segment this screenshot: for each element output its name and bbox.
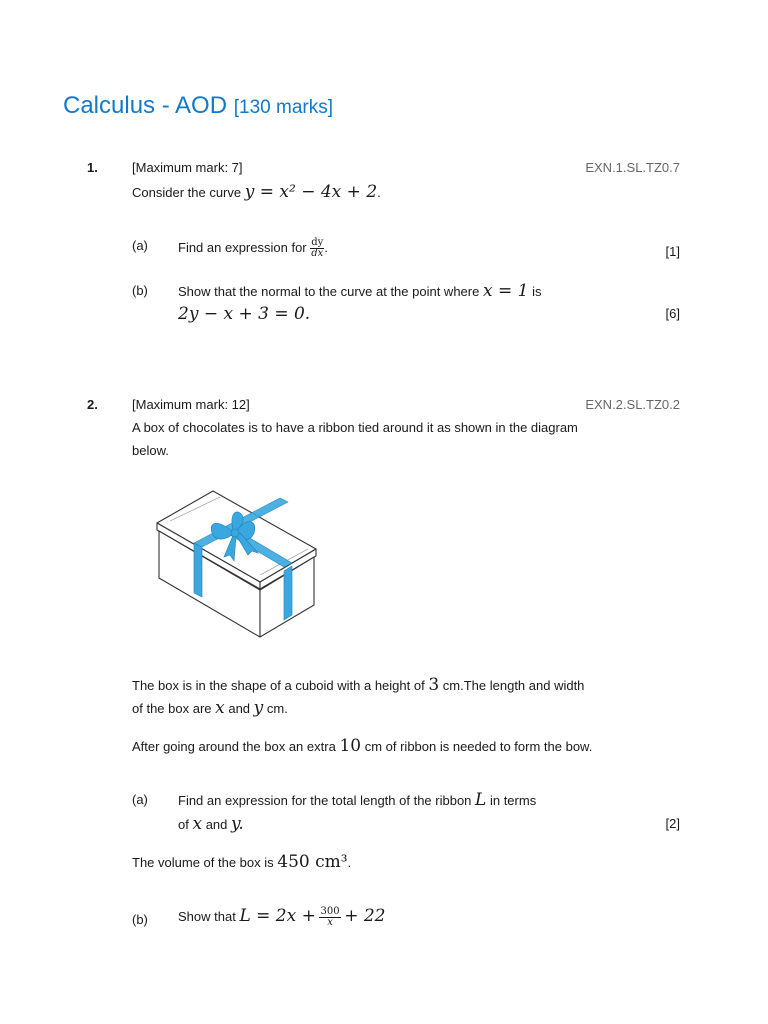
q2a-L: L [475,790,487,810]
ribbon-front-vertical [194,543,202,597]
q2-volume [132,852,351,872]
q2b-math-b: + 22 [344,906,386,926]
q2b-text: Show that [178,909,236,924]
q2b-frac-den: x [327,917,333,929]
q1b-is: is [532,284,542,299]
q1a-frac-num: dy [311,237,324,248]
q1b-math: x = 1 [482,281,529,301]
q1a-end: . [324,239,328,255]
q1-intro-text: Consider the curve [132,185,242,200]
q2-intro-line1: A box of chocolates is to have a ribbon tied around it as shown in the diagram [132,420,578,435]
q2-max-mark: [Maximum mark: 12] [132,397,250,412]
q2-para1-line1 [132,675,584,695]
gift-box-diagram [150,485,325,645]
q1-code: EXN.1.SL.TZ0.7 [585,160,680,175]
q1-intro-math: y = x² − 4x + 2 [244,182,378,202]
page-title [63,92,333,120]
q2-vol-text: The volume of the box is [132,855,274,870]
q1a-frac-den: dx [311,248,324,259]
q1b-label: (b) [132,283,148,298]
q1-max-mark: [Maximum mark: 7] [132,160,243,175]
q2a-label: (a) [132,792,148,807]
title-marks: [130 marks] [233,97,333,118]
q1b-text: Show that the normal to the curve at the point where [178,284,480,299]
q1-intro [132,182,381,202]
ribbon-side-vertical [284,566,292,620]
q1-intro-end: . [377,185,381,200]
q2-p1-and: and [228,701,251,716]
q2-p1-c: of the box are [132,701,212,716]
q2-vol-math: 450 cm³ [277,852,348,872]
q1b-line1 [178,281,541,301]
q2-p1-y: y [253,698,264,718]
q2a-y: y. [231,814,244,834]
title-text: Calculus - AOD [63,92,228,119]
q2-p2-b: cm of ribbon is needed to form the bow. [364,739,593,754]
q1a-text [178,238,328,259]
q2-p1-h: 3 [428,675,440,695]
q2a-of: of [178,817,189,832]
q2-p1-b: cm.The length and width [442,678,585,693]
q2b-label: (b) [132,912,148,927]
q2-p2-n: 10 [339,736,362,756]
q2a-line1 [178,790,536,810]
bow-knot [231,529,239,537]
q1a-fraction [310,238,324,259]
q2a-terms: in terms [489,793,537,808]
q2b-line [178,906,385,928]
q1a-label: (a) [132,238,148,253]
q1b-equation: 2y − x + 3 = 0. [178,304,311,324]
q1a-marks: [1] [665,244,680,259]
q2a-text: Find an expression for the total length of the ribbon [178,793,472,808]
q2-p1-x: x [215,698,225,718]
q2a-marks: [2] [665,816,680,831]
q2-p1-a: The box is in the shape of a cuboid with a height of [132,678,425,693]
q2b-fraction [319,907,340,928]
q1a-text-span: Find an expression for [178,239,307,255]
q2-vol-end: . [347,855,352,870]
q2-intro-line2: below. [132,443,169,458]
q2-para2 [132,736,592,756]
q2-code: EXN.2.SL.TZ0.2 [585,397,680,412]
q2a-and: and [205,817,228,832]
q2-p2-a: After going around the box an extra [132,739,336,754]
q2a-line2 [178,814,244,834]
q1b-marks: [6] [665,306,680,321]
q2b-frac-num: 300 [320,906,340,918]
q2b-math-a: L = 2x + [239,906,316,926]
q2-number: 2. [87,397,98,412]
q2-p1-cm: cm. [266,701,288,716]
q2a-x: x [192,814,203,834]
q2-para1-line2 [132,698,288,718]
q1-number: 1. [87,160,98,175]
